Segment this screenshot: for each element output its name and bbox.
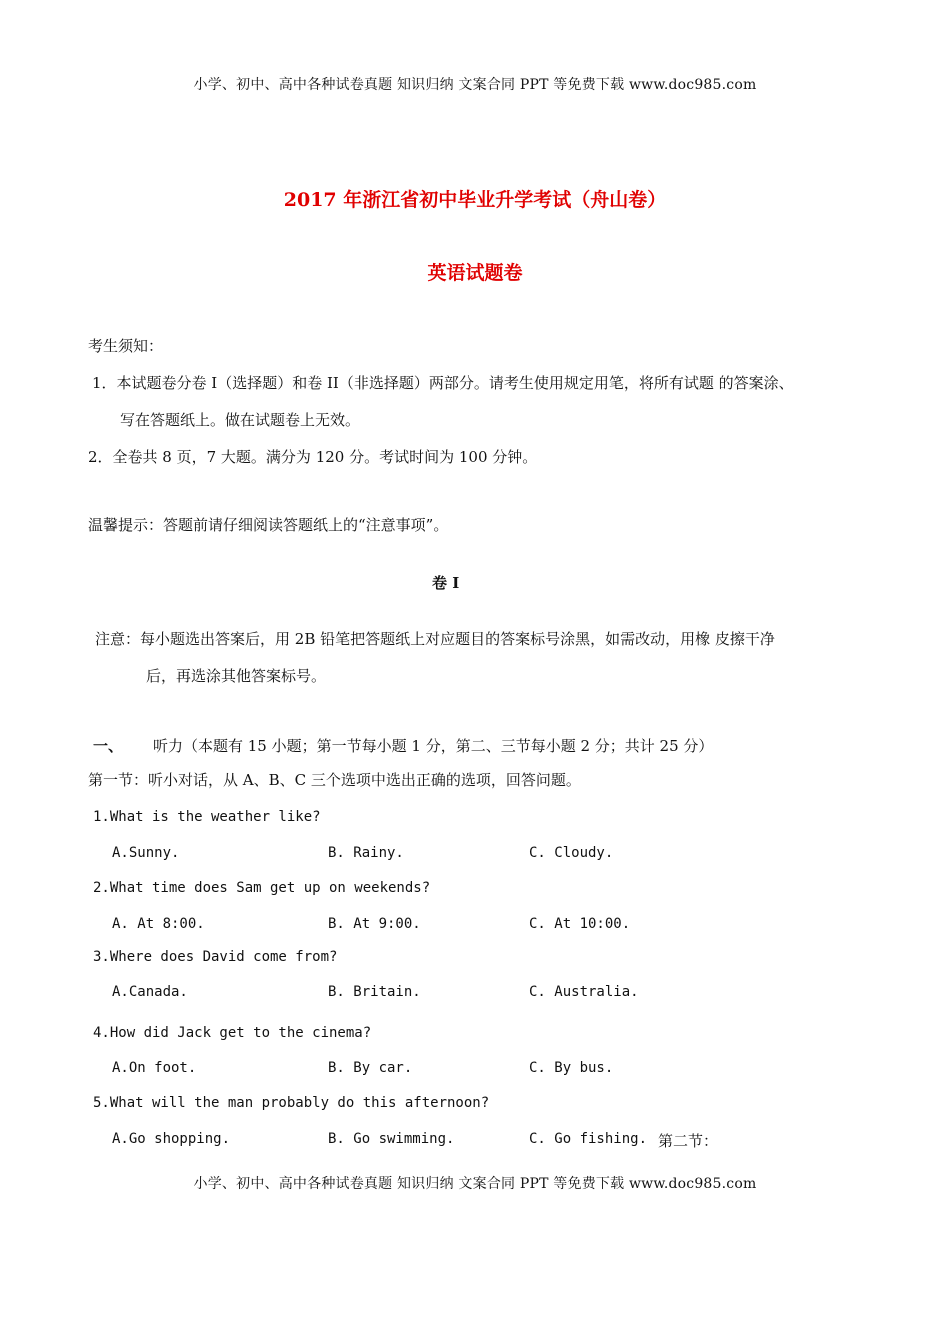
- q3-option-c: C. Australia.: [529, 984, 639, 1000]
- warm-tip: 温馨提示：答题前请仔细阅读答题纸上的“注意事项”。: [88, 516, 449, 534]
- q2-option-a: A. At 8:00.: [112, 916, 205, 932]
- page-footer: 小学、初中、高中各种试卷真题 知识归纳 文案合同 PPT 等免费下载 www.doc985.com: [193, 1176, 757, 1192]
- part2-label: 第二节：: [658, 1132, 719, 1150]
- q5-option-b: B. Go swimming.: [328, 1131, 455, 1147]
- section-number: 一、: [93, 737, 124, 755]
- notice-item-2: 2．全卷共 8 页，7 大题。满分为 120 分。考试时间为 100 分钟。: [88, 448, 538, 466]
- notice-item-1-cont: 写在答题纸上。做在试题卷上无效。: [120, 411, 361, 429]
- question-5: 5.What will the man probably do this afternoon?: [93, 1095, 490, 1111]
- page-header: 小学、初中、高中各种试卷真题 知识归纳 文案合同 PPT 等免费下载 www.doc985.com: [193, 77, 757, 93]
- notice-heading: 考生须知：: [88, 337, 164, 355]
- q5-option-a: A.Go shopping.: [112, 1131, 231, 1147]
- q5-option-c: C. Go fishing.: [529, 1131, 648, 1147]
- part1-instruction: 第一节：听小对话，从 A、B、C 三个选项中选出正确的选项，回答问题。: [88, 771, 581, 789]
- q2-option-b: B. At 9:00.: [328, 916, 421, 932]
- q4-option-b: B. By car.: [328, 1060, 413, 1076]
- q2-option-c: C. At 10:00.: [529, 916, 631, 932]
- volume-note: 注意：每小题选出答案后，用 2B 铅笔把答题纸上对应题目的答案标号涂黑，如需改动，用橡 皮擦干净: [95, 630, 775, 648]
- q1-option-b: B. Rainy.: [328, 845, 404, 861]
- volume-note-cont: 后，再选涂其他答案标号。: [146, 667, 327, 685]
- q3-option-a: A.Canada.: [112, 984, 188, 1000]
- exam-title: 2017 年浙江省初中毕业升学考试（舟山卷）: [283, 189, 667, 211]
- volume-label: 卷 I: [432, 574, 460, 592]
- question-2: 2.What time does Sam get up on weekends?: [93, 880, 431, 896]
- notice-item-1: 1．本试题卷分卷 I（选择题）和卷 II（非选择题）两部分。请考生使用规定用笔，将所有试题 的答案涂、: [92, 374, 794, 392]
- exam-subtitle: 英语试题卷: [427, 262, 523, 284]
- question-1: 1.What is the weather like?: [93, 809, 321, 825]
- q3-option-b: B. Britain.: [328, 984, 421, 1000]
- q4-option-c: C. By bus.: [529, 1060, 614, 1076]
- q4-option-a: A.On foot.: [112, 1060, 197, 1076]
- q1-option-a: A.Sunny.: [112, 845, 180, 861]
- q1-option-c: C. Cloudy.: [529, 845, 614, 861]
- question-4: 4.How did Jack get to the cinema?: [93, 1025, 372, 1041]
- section-title: 听力（本题有 15 小题；第一节每小题 1 分，第二、三节每小题 2 分；共计 25 分）: [153, 737, 714, 755]
- question-3: 3.Where does David come from?: [93, 949, 338, 965]
